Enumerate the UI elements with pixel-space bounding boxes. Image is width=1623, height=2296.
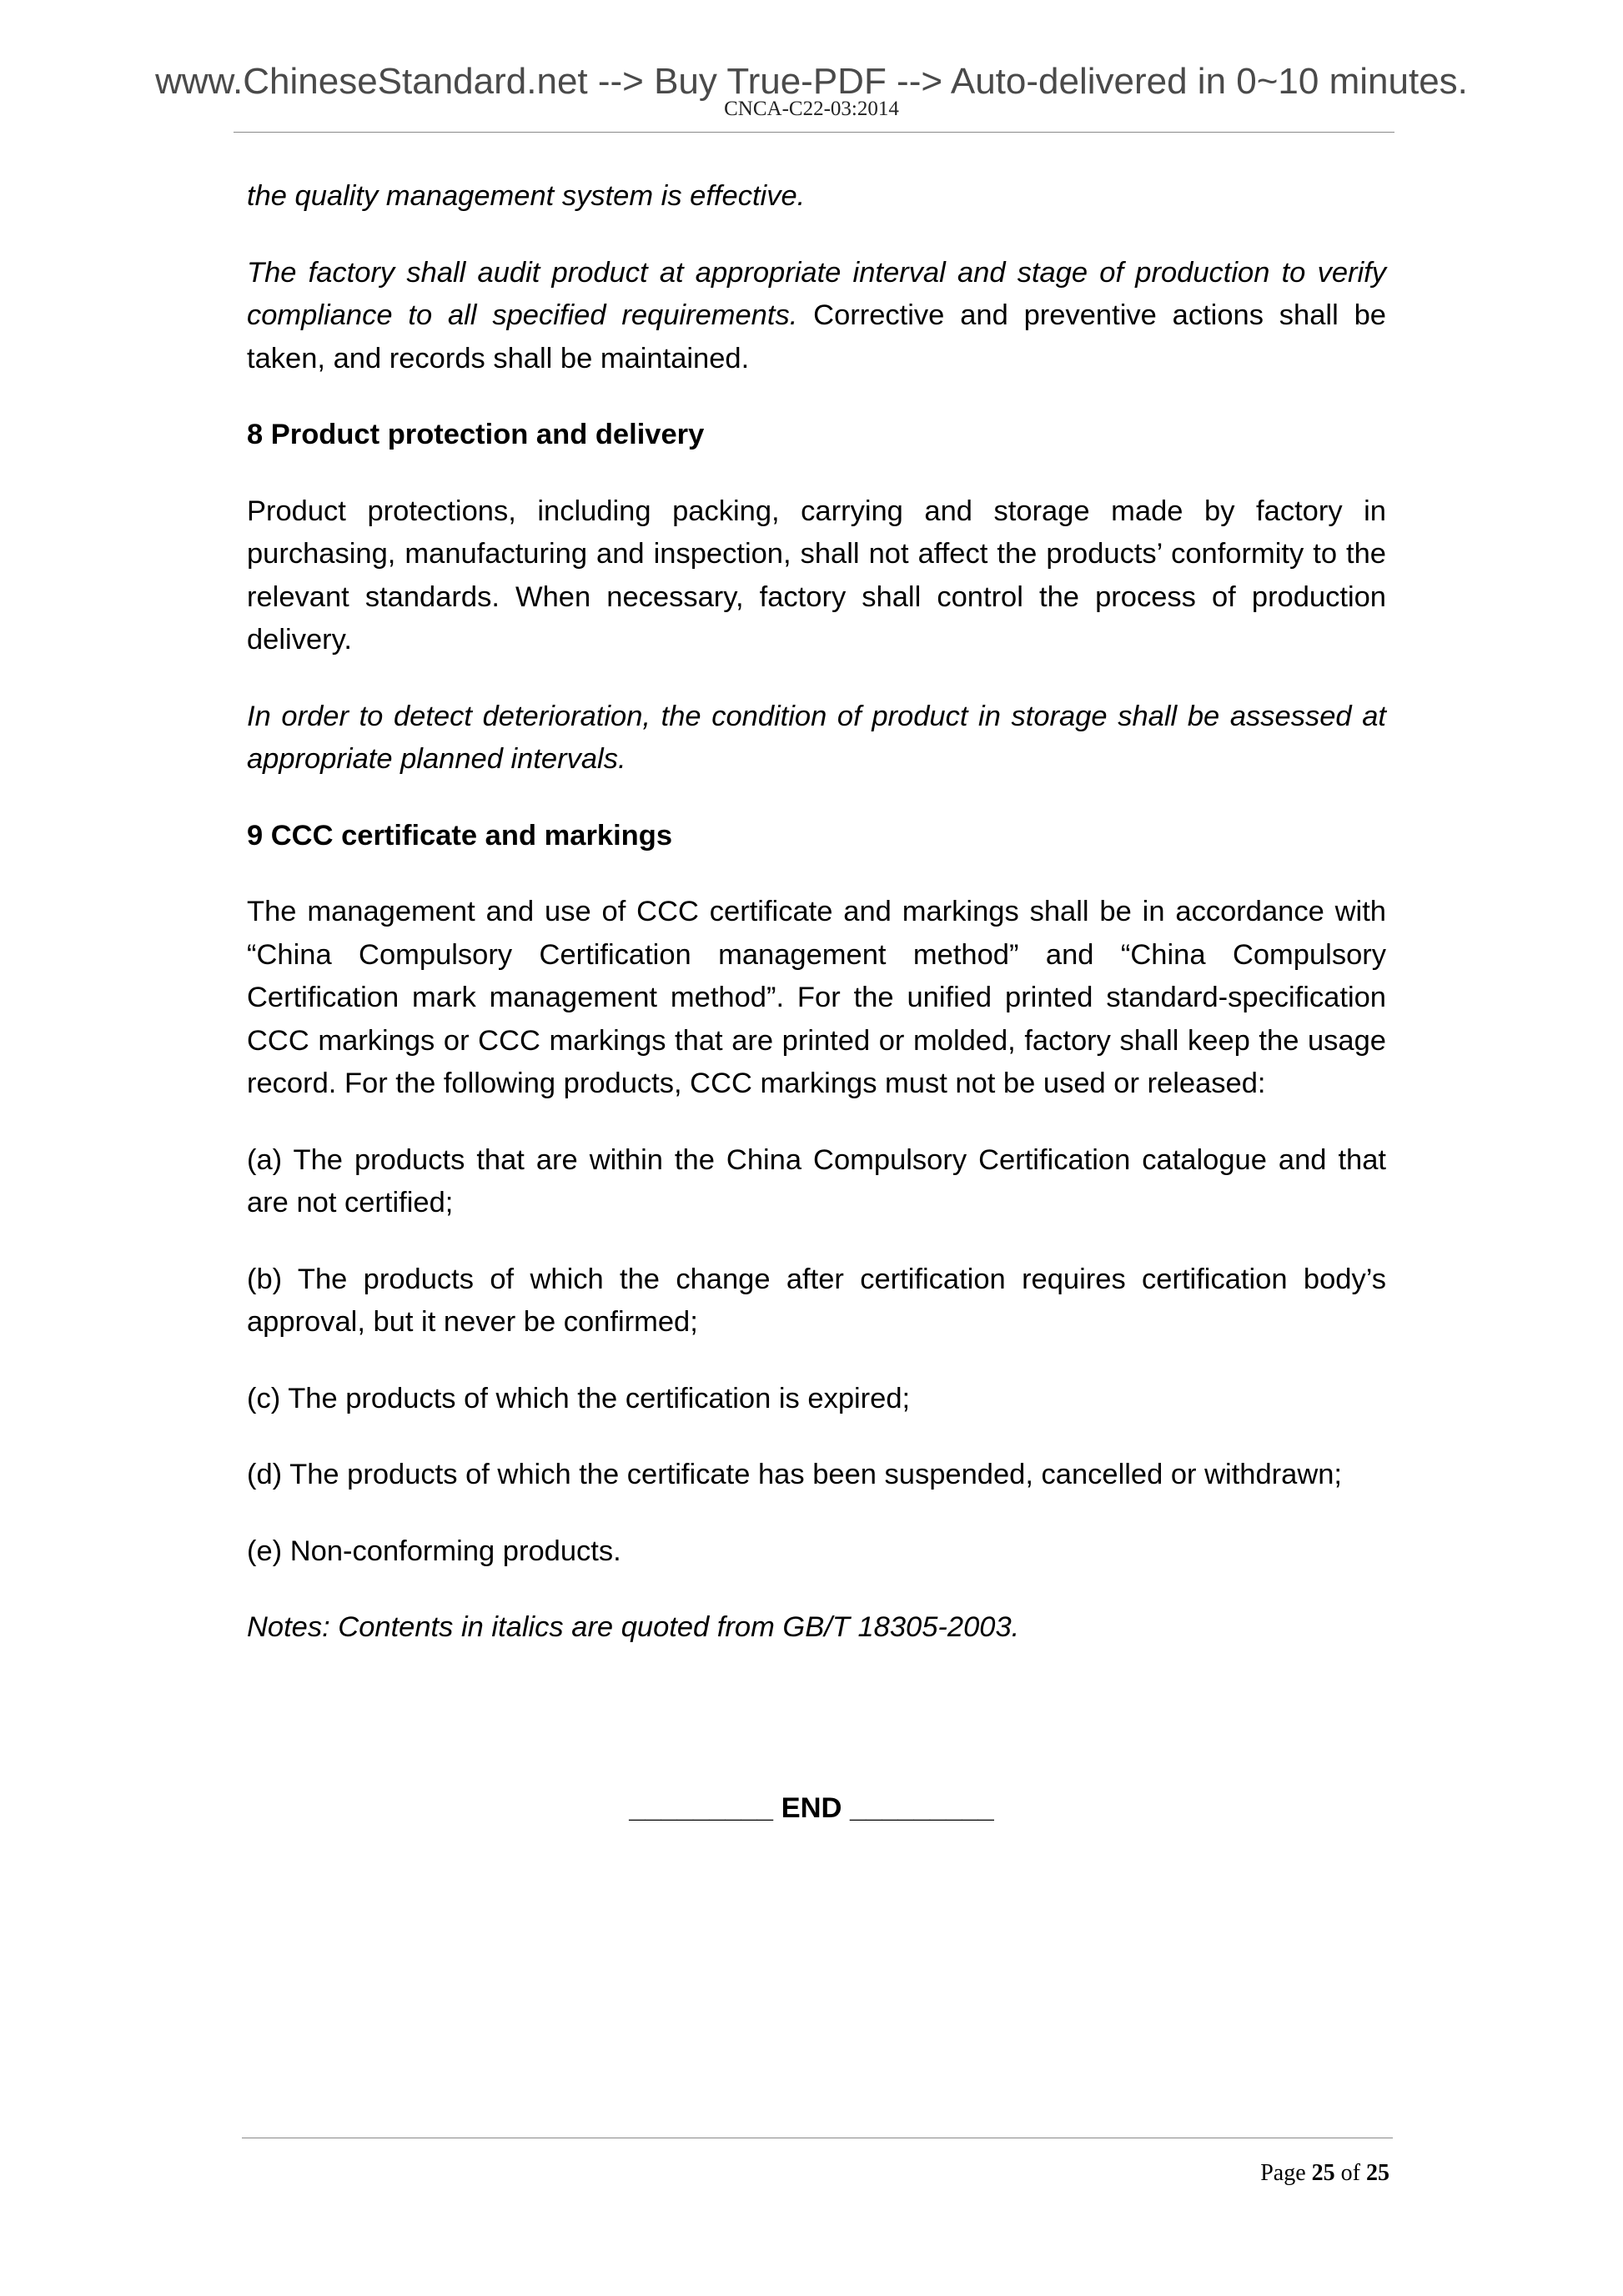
total-pages: 25 xyxy=(1366,2160,1389,2186)
section-heading-8: 8 Product protection and delivery xyxy=(247,419,705,450)
list-item-e: (e) Non-conforming products. xyxy=(247,1535,621,1567)
paragraph-product-audit-regular: Corrective and preventive actions shall be taken, and records shall be maintained. xyxy=(247,299,1386,374)
paragraph-product-protection: Product protections, including packing, carrying and storage made by factory in purchasing, manufacturing and inspection, shall not affect the products’ conformity to the relevant standards. When necessary, factory shall control the process of production delivery. xyxy=(247,495,1386,656)
page-content xyxy=(247,175,1386,1650)
end-marker: _________ END _________ xyxy=(629,1792,994,1824)
page-word: Page xyxy=(1260,2160,1312,2186)
paragraph-qms-effective: the quality management system is effective. xyxy=(247,180,806,212)
notes-line: Notes: Contents in italics are quoted from GB/T 18305-2003. xyxy=(247,1611,1020,1643)
page-number xyxy=(1260,2162,1389,2185)
paragraph-ccc-management: The management and use of CCC certificate and markings shall be in accordance with “China Compulsory Certification management method” and “China Compulsory Certification mark management method”. For the unified printed standard-specification CCC markings or CCC markings that are printed or molded, factory shall keep the usage record. For the following products, CCC markings must not be used or released: xyxy=(247,896,1386,1099)
of-word: of xyxy=(1334,2160,1366,2186)
header-divider xyxy=(234,132,1394,133)
paragraph-product-audit xyxy=(247,252,1386,381)
list-item-b: (b) The products of which the change after certification requires certification body’s approval, but it never be confirmed; xyxy=(247,1263,1386,1338)
list-item-c: (c) The products of which the certification is expired; xyxy=(247,1382,911,1414)
paragraph-product-audit-quoted: The factory shall audit product at appropriate interval and stage of production to verify compliance to all specified requirements. xyxy=(247,256,1386,331)
document-code: CNCA-C22-03:2014 xyxy=(724,98,899,120)
paragraph-deterioration: In order to detect deterioration, the condition of product in storage shall be assessed at appropriate planned intervals. xyxy=(247,700,1386,775)
current-page: 25 xyxy=(1311,2160,1335,2186)
list-item-d: (d) The products of which the certificate has been suspended, cancelled or withdrawn; xyxy=(247,1459,1343,1490)
section-heading-9: 9 CCC certificate and markings xyxy=(247,819,673,852)
list-item-a: (a) The products that are within the China Compulsory Certification catalogue and that are not certified; xyxy=(247,1143,1386,1218)
source-banner: www.ChineseStandard.net --> Buy True-PDF --> Auto-delivered in 0~10 minutes. xyxy=(155,61,1468,102)
